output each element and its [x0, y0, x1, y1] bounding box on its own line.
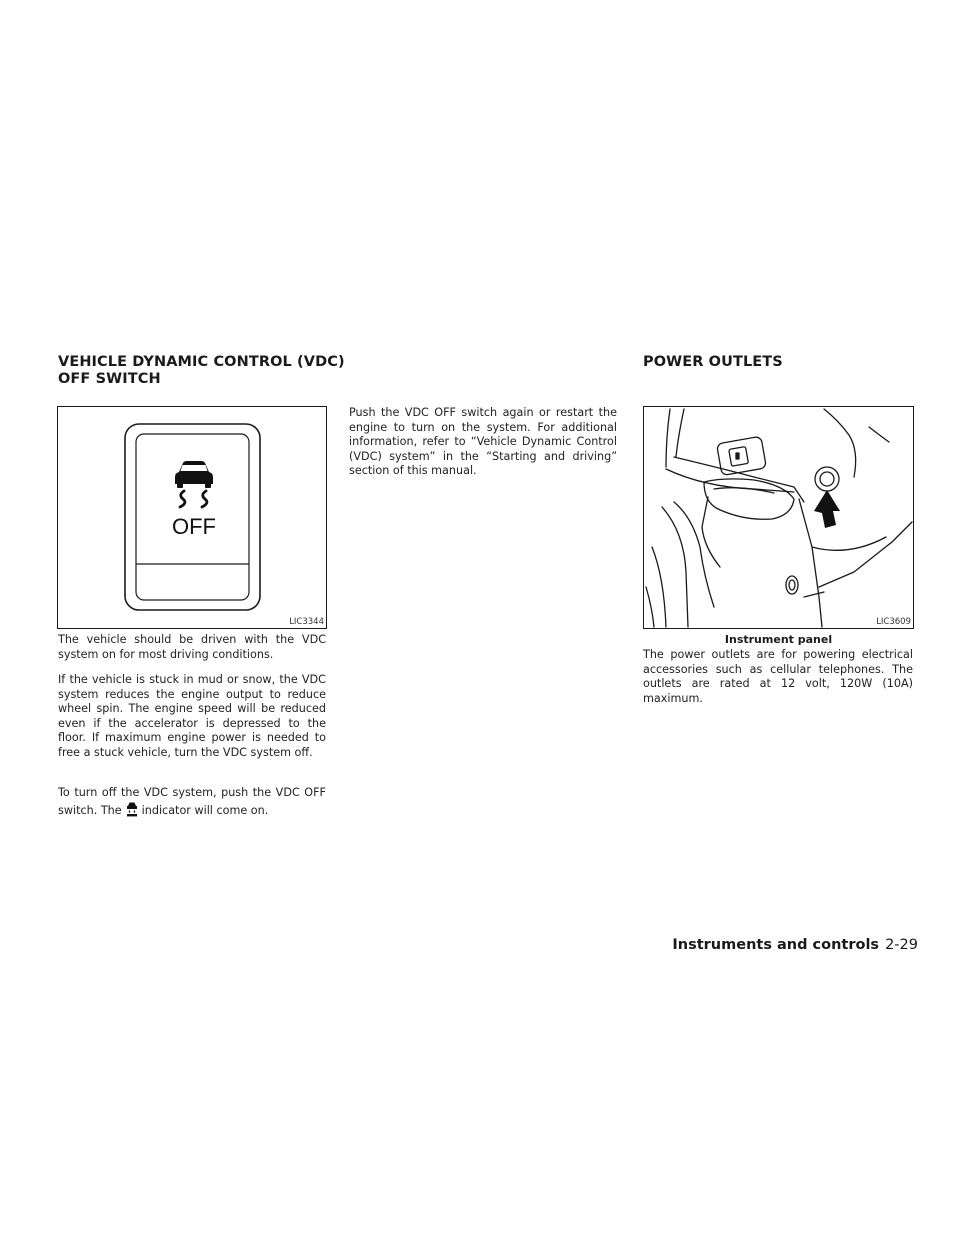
vdc-switch-figure [57, 406, 327, 629]
power-outlets-heading: POWER OUTLETS [643, 354, 783, 370]
vdc-para-3-start: To turn off the VDC system, push the VDC OFF switch. The [58, 786, 326, 817]
power-outlet-illustration [644, 407, 913, 628]
vdc-off-indicator-icon [125, 801, 139, 817]
vdc-para-3 [58, 786, 326, 818]
vdc-heading [58, 354, 345, 388]
page-footer [672, 937, 918, 953]
power-outlets-para: The power outlets are for powering electrical accessories such as cellular telephones. The outlets are rated at 12 volt, 120W (10A) maximum. [643, 648, 913, 705]
vdc-para-2: If the vehicle is stuck in mud or snow, the VDC system reduces the engine output to reduce wheel spin. The engine speed will be reduced even if the accelerator is depressed to the floor. If maximum engine power is needed to free a stuck vehicle, turn the VDC system off. [58, 673, 326, 759]
arrow-icon [814, 490, 840, 528]
vdc-heading-line1: VEHICLE DYNAMIC CONTROL (VDC) [58, 354, 345, 370]
switch-off-label: OFF [172, 514, 216, 539]
page-number: 2-29 [885, 937, 918, 953]
vdc-off-switch-icon [58, 407, 326, 628]
figure-id-lic3609: LIC3609 [876, 617, 911, 627]
vdc-heading-line2: OFF SWITCH [58, 371, 161, 387]
instrument-panel-figure [643, 406, 914, 629]
vdc-para-3-end: indicator will come on. [141, 803, 269, 817]
figure-id-lic3344: LIC3344 [289, 617, 324, 627]
footer-section-title: Instruments and controls [672, 937, 880, 953]
figure-caption: Instrument panel [724, 633, 833, 646]
vdc-para-1: The vehicle should be driven with the VDC system on for most driving conditions. [58, 633, 326, 661]
vdc-para-4: Push the VDC OFF switch again or restart the engine to turn on the system. For additional information, refer to “Vehicle Dynamic Control (VDC) system” in the “Starting and driving” section of this manual. [349, 406, 617, 478]
